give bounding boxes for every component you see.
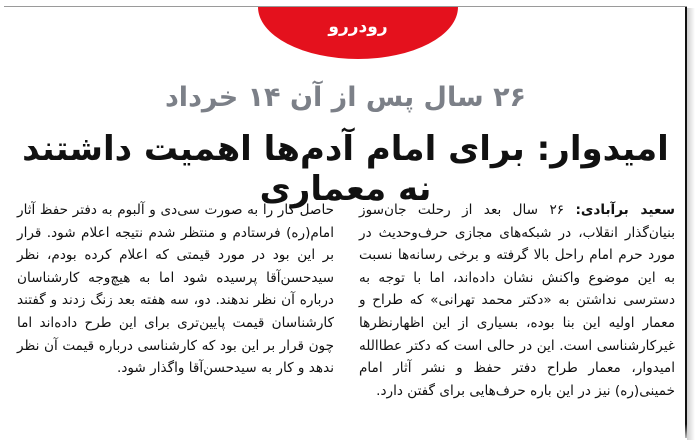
bottom-fade: [4, 424, 687, 438]
section-tab: [250, 7, 466, 63]
article-headline: امیدوار: برای امام آدم‌ها اهمیت داشتند نه معماری: [22, 129, 669, 209]
column-right-paragraph: [359, 199, 675, 402]
article-kicker: ۲۶ سال پس از آن ۱۴ خرداد: [164, 82, 527, 113]
column-left-body: حاصل کار را به صورت سی‌دی و آلبوم به دفتر حفظ آثار امام(ره) فرستادم و منتظر شدم نتیجه اعلام شود. قرار بر این بود در مورد قیمتی که اعلام کرده بودم، نظر سیدحسن‌آقا پرسیده شود اما به هیچ‌وجه کارشناسان درباره آن نظر ندهند. دو، سه هفته بعد زنگ زدند و گفتند کارشناسان قیمت پایین‌تری برای این طرح داده‌اند اما چون قرار بر این بود که کارشناسی درباره قیمت آن نظر ندهد و کار به سیدحسن‌آقا واگذار شود.: [17, 202, 334, 377]
article-column-left: [17, 199, 334, 380]
section-label: رودررو: [328, 17, 388, 37]
author-byline: سعید برآبادی:: [575, 202, 676, 218]
article-frame: [4, 6, 687, 438]
article-column-right: [359, 199, 675, 402]
section-tab-shape: [258, 7, 458, 59]
column-right-body: ۲۶ سال بعد از رحلت جان‌سوز بنیان‌گذار انقلاب، در شبکه‌های مجازی حرف‌وحدیث در مورد حرم امام راحل بالا گرفته و برخی رسانه‌ها نسبت به این موضوع واکنش نشان داده‌اند، اما با توجه به دسترسی نداشتن به «دکتر محمد تهرانی» که طراح و معمار اولیه این بنا بوده، بسیاری از این اظهارنظرها غیرکارشناسی است. این در حالی است که دکتر عطاالله امیدوار، معمار طراح دفتر حفظ و نشر آثار امام خمینی(ره) نیز در این باره حرف‌هایی برای گفتن دارد.: [359, 202, 675, 399]
frame-shadow: [687, 8, 695, 440]
